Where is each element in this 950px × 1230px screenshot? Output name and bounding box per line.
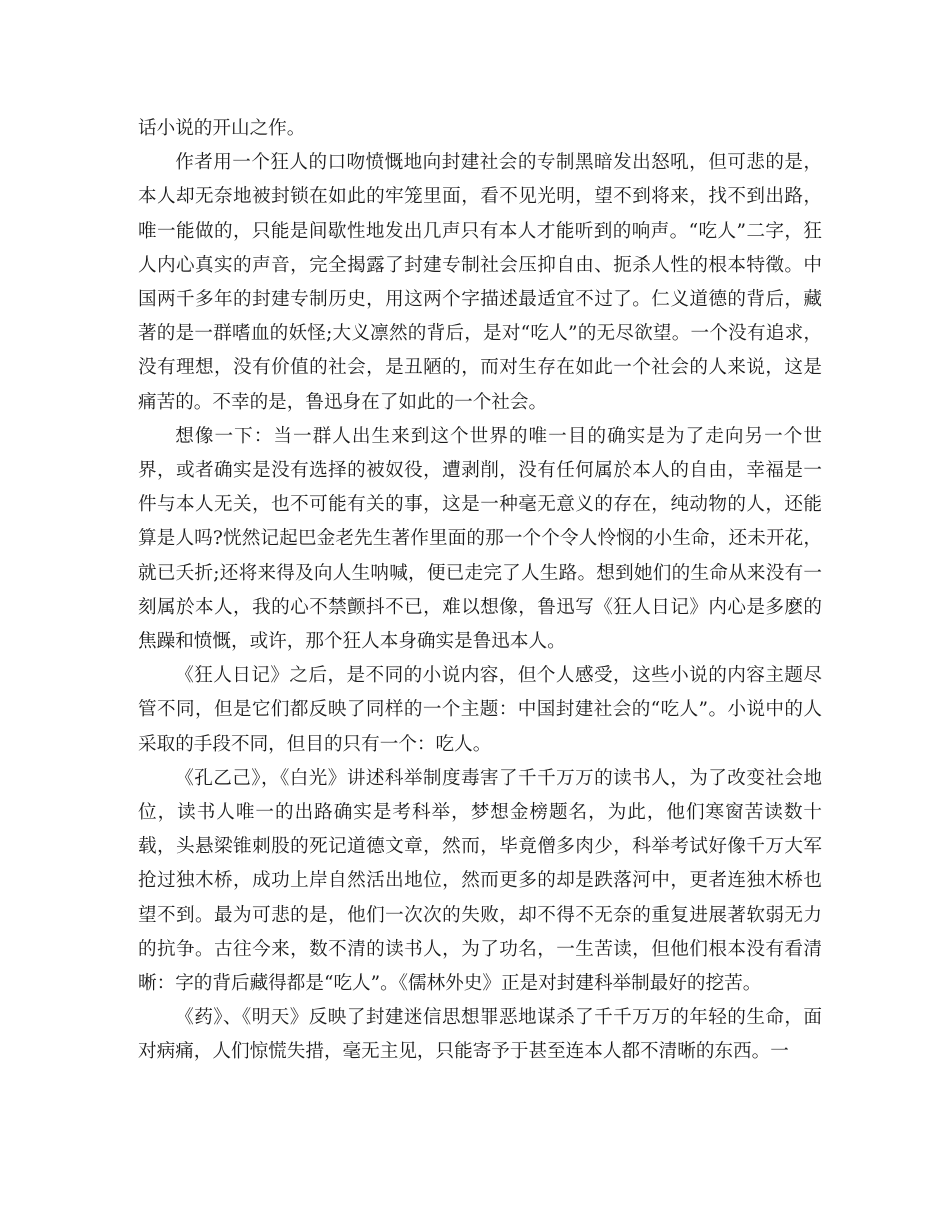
paragraph-3: 想像一下：当一群人出生来到这个世界的唯一目的确实是为了走向另一个世界，或者确实是没有选择的被奴役，遭剥削，没有任何属於本人的自由，幸福是一件与本人无关，也不可能有关的事，这是一种毫无意义的存在，纯动物的人，还能算是人吗?恍然记起巴金老先生著作里面的那一个个令人怜悯的小生命，还未开花，就已夭折;还将来得及向人生呐喊，便已走完了人生路。想到她们的生命从来没有一刻属於本人，我的心不禁颤抖不已，难以想像，鲁迅写《狂人日记》内心是多麽的焦躁和愤慨，或许，那个狂人本身确实是鲁迅本人。 (138, 425, 822, 653)
paragraph-5: 《孔乙己》，《白光》讲述科举制度毒害了千千万万的读书人，为了改变社会地位，读书人唯一的出路确实是考科举，梦想金榜题名，为此，他们寒窗苦读数十载，头悬梁锥刺股的死记道德文章，然而，毕竟僧多肉少，科举考试好像千万大军抢过独木桥，成功上岸自然活出地位，然而更多的却是跌落河中，更者连独木桥也望不到。最为可悲的是，他们一次次的失败，却不得不无奈的重复进展著软弱无力的抗争。古往今来，数不清的读书人，为了功名，一生苦读，但他们根本没有看清晰：字的背后藏得都是“吃人”。《儒林外史》正是对封建科举制最好的挖苦。 (138, 767, 822, 995)
document-body (138, 112, 822, 1070)
paragraph-4: 《狂人日记》之后，是不同的小说内容，但个人感受，这些小说的内容主题尽管不同，但是它们都反映了同样的一个主题：中国封建社会的“吃人”。小说中的人采取的手段不同，但目的只有一个：吃人。 (138, 665, 822, 755)
paragraph-1: 话小说的开山之作。 (138, 118, 306, 139)
paragraph-2: 作者用一个狂人的口吻愤慨地向封建社会的专制黑暗发出怒吼，但可悲的是，本人却无奈地被封锁在如此的牢笼里面，看不见光明，望不到将来，找不到出路，唯一能做的，只能是间歇性地发出几声只有本人才能听到的响声。“吃人”二字，狂人内心真实的声音，完全揭露了封建专制社会压抑自由、扼杀人性的根本特徵。中国两千多年的封建专制历史，用这两个字描述最适宜不过了。仁义道德的背后，藏著的是一群嗜血的妖怪;大义凛然的背后，是对“吃人”的无尽欲望。一个没有追求，没有理想，没有价值的社会，是丑陋的，而对生存在如此一个社会的人来说，这是痛苦的。不幸的是，鲁迅身在了如此的一个社会。 (138, 152, 822, 413)
paragraph-6: 《药》、《明天》反映了封建迷信思想罪恶地谋杀了千千万万的年轻的生命，面对病痛，人们惊慌失措，毫无主见，只能寄予于甚至连本人都不清晰的东西。一 (138, 1007, 822, 1063)
